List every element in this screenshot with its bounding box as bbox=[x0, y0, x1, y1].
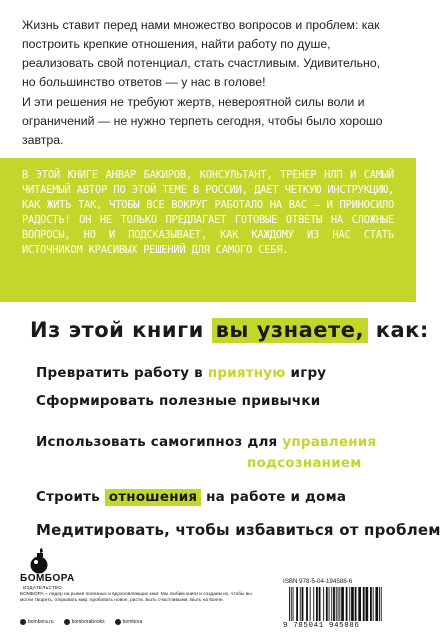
barcode-bar bbox=[313, 587, 314, 621]
learn-item-3-highlight-2: подсознанием bbox=[247, 455, 362, 471]
learn-item-1 bbox=[36, 365, 326, 381]
learn-item-4 bbox=[36, 489, 346, 505]
social-vk[interactable] bbox=[64, 619, 105, 625]
learn-item-3-highlight: управления bbox=[282, 434, 377, 450]
learn-item-5 bbox=[36, 521, 441, 539]
barcode-bar bbox=[341, 587, 344, 621]
learn-item-1-tail: игру bbox=[290, 365, 327, 381]
learn-item-3-text: Использовать самогипноз для bbox=[36, 434, 278, 450]
barcode-bar bbox=[366, 587, 369, 621]
barcode-bar bbox=[316, 587, 318, 621]
social-vk-label: bomborabooks bbox=[71, 619, 105, 625]
learn-item-4-tail: на работе и дома bbox=[206, 489, 347, 505]
barcode-bar bbox=[381, 587, 382, 621]
barcode-bar bbox=[351, 587, 354, 621]
publisher-name: БОМБОРА bbox=[20, 573, 75, 584]
barcode-bar bbox=[306, 587, 308, 621]
learn-item-2 bbox=[36, 393, 320, 409]
barcode-bar bbox=[329, 587, 330, 621]
bomb-logo-icon bbox=[28, 548, 50, 574]
telegram-icon bbox=[115, 619, 121, 625]
globe-icon bbox=[20, 619, 26, 625]
barcode-bar bbox=[291, 587, 292, 621]
green-band bbox=[0, 158, 416, 302]
barcode-bar bbox=[379, 587, 380, 621]
barcode-bar bbox=[338, 587, 339, 621]
barcode-bar bbox=[296, 587, 298, 621]
learn-item-3-continued bbox=[247, 455, 361, 471]
vk-icon bbox=[64, 619, 70, 625]
barcode-bar bbox=[373, 587, 374, 621]
barcode-bar bbox=[310, 587, 311, 621]
learn-item-1-text: Превратить работу в bbox=[36, 365, 203, 381]
barcode-bar bbox=[358, 587, 361, 621]
barcode-bar bbox=[302, 587, 304, 621]
isbn-label: ISBN 978-5-04-194588-6 bbox=[283, 578, 353, 585]
barcode-bar bbox=[319, 587, 321, 621]
learn-item-3 bbox=[36, 434, 376, 450]
barcode-bar bbox=[333, 587, 335, 621]
barcode-bar bbox=[293, 587, 294, 621]
social-telegram[interactable] bbox=[115, 619, 143, 625]
barcode-bar bbox=[355, 587, 357, 621]
intro-text bbox=[22, 16, 394, 151]
learn-title bbox=[30, 318, 429, 342]
barcode bbox=[283, 587, 399, 623]
barcode-bar bbox=[370, 587, 372, 621]
learn-section bbox=[30, 318, 429, 342]
learn-item-2-text: Сформировать полезные привычки bbox=[36, 393, 321, 409]
learn-title-highlight: вы узнаете, bbox=[212, 318, 368, 343]
barcode-bar bbox=[323, 587, 324, 621]
barcode-bar bbox=[339, 587, 340, 621]
social-telegram-label: bombora bbox=[122, 619, 143, 625]
publisher-description: БОМБОРА – лидер на рынке полезных и вдохновляющих книг. Мы любим книги и создаем их, чтобы вы могли творить, открывать мир, пробовать новое, расти. Быть счастливыми. Быть на волне. bbox=[20, 592, 252, 604]
intro-paragraph-1: Жизнь ставит перед нами множество вопросов и проблем: как построить крепкие отношения, найти работу по душе, реализовать свой потенциал, стать счастливым. Удивительно, но большинство ответов — у нас в голове! bbox=[22, 18, 381, 89]
barcode-bar bbox=[289, 587, 290, 621]
social-site[interactable] bbox=[20, 619, 54, 625]
publisher-logo bbox=[20, 548, 100, 588]
barcode-bar bbox=[363, 587, 365, 621]
publisher-sub: ИЗДАТЕЛЬСТВО bbox=[23, 585, 63, 590]
barcode-bar bbox=[300, 587, 301, 621]
publisher-socials bbox=[20, 617, 260, 627]
barcode-bar bbox=[346, 587, 348, 621]
learn-title-end: как: bbox=[375, 318, 429, 342]
barcode-bar bbox=[326, 587, 328, 621]
intro-paragraph-2: И эти решения не требуют жертв, невероятной силы воли и ограничений — не нужно терпеть сегодня, чтобы было хорошо завтра. bbox=[22, 95, 383, 147]
learn-item-5-text: Медитировать, чтобы избавиться от проблем bbox=[36, 521, 441, 539]
barcode-bar bbox=[336, 587, 337, 621]
barcode-bar bbox=[331, 587, 332, 621]
barcode-digits: 9 785041 945886 bbox=[283, 622, 360, 630]
learn-title-start: Из этой книги bbox=[30, 318, 204, 342]
learn-item-4-text: Строить bbox=[36, 489, 100, 505]
barcode-bar bbox=[349, 587, 350, 621]
learn-item-1-highlight: приятную bbox=[207, 365, 286, 381]
barcode-block bbox=[283, 578, 399, 632]
social-site-label: bombora.ru bbox=[28, 619, 54, 625]
barcode-bar bbox=[375, 587, 378, 621]
learn-item-4-highlight: отношения bbox=[105, 489, 201, 506]
band-text: В ЭТОЙ КНИГЕ АНВАР БАКИРОВ, КОНСУЛЬТАНТ, ТРЕНЕР НЛП И САМЫЙ ЧИТАЕМЫЙ АВТОР ПО ЭТОЙ ТЕМЕ В РОССИИ, ДАЕТ ЧЕТКУЮ ИНСТРУКЦИЮ, КАК ЖИТЬ ТАК, ЧТОБЫ ВСЕ ВОКРУГ РАБОТАЛО НА ВАС – И ПРИНОСИЛО РАДОСТЬ! ОН НЕ ТОЛЬКО ПРЕДЛАГАЕТ ГОТОВЫЕ ОТВЕТЫ НА СЛОЖНЫЕ ВОПРОСЫ, НО И ПОДСКАЗЫВАЕТ, КАК КАЖДОМУ ИЗ НАС СТАТЬ ИСТОЧНИКОМ КРАСИВЫХ РЕШЕНИЙ ДЛЯ САМОГО СЕБЯ. bbox=[22, 169, 394, 256]
